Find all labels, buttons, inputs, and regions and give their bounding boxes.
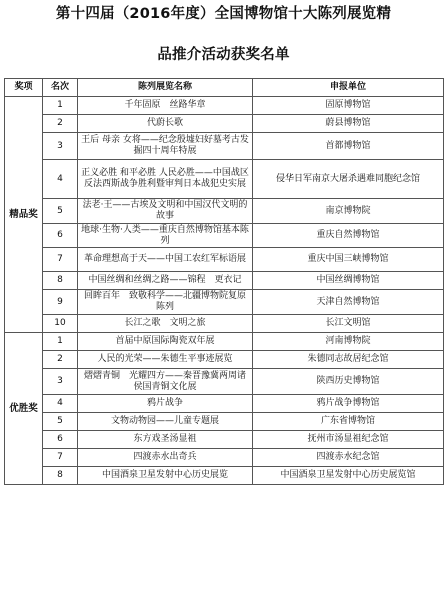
rank-cell: 6 [43,431,78,449]
table-row [5,133,444,160]
applicant-unit-cell: 固原博物馆 [253,97,444,115]
applicant-unit-cell: 重庆自然博物馆 [253,224,444,248]
exhibition-name-cell: 中国丝绸和丝绸之路——锦程 更衣记 [78,272,253,290]
exhibition-name-cell: 四渡赤水出奇兵 [78,449,253,467]
rank-cell: 2 [43,351,78,369]
applicant-unit-cell: 河南博物院 [253,333,444,351]
exhibition-name-cell: 革命理想高于天——中国工农红军标语展 [78,248,253,272]
exhibition-name-cell: 法老·王——古埃及文明和中国汉代文明的故事 [78,199,253,224]
applicant-unit-cell: 侵华日军南京大屠杀遇难同胞纪念馆 [253,160,444,199]
table-row [5,351,444,369]
applicant-unit-cell: 鸦片战争博物馆 [253,395,444,413]
applicant-unit-cell: 朱德同志故居纪念馆 [253,351,444,369]
rank-cell: 3 [43,369,78,395]
rank-cell: 5 [43,413,78,431]
exhibition-name-cell: 鸦片战争 [78,395,253,413]
document-title-line-2: 品推介活动获奖名单 [157,47,290,63]
rank-cell: 4 [43,395,78,413]
table-row [5,369,444,395]
table-row [5,431,444,449]
rank-cell: 7 [43,449,78,467]
rank-cell: 1 [43,97,78,115]
column-header-rank: 名次 [43,79,78,97]
exhibition-name-cell: 正义必胜 和平必胜 人民必胜——中国战区反法西斯战争胜利暨审判日本战犯史实展 [78,160,253,199]
applicant-unit-cell: 陕西历史博物馆 [253,369,444,395]
table-row [5,224,444,248]
table-row [5,290,444,315]
applicant-unit-cell: 南京博物院 [253,199,444,224]
award-category-cell: 精品奖 [5,97,43,333]
table-row [5,160,444,199]
exhibition-name-cell: 人民的光荣——朱德生平事迹展览 [78,351,253,369]
column-header-exhibition-name: 陈列展览名称 [78,79,253,97]
exhibition-name-cell: 代蔚长歌 [78,115,253,133]
exhibition-name-cell: 东方戏圣汤显祖 [78,431,253,449]
rank-cell: 3 [43,133,78,160]
column-header-applicant-unit: 申报单位 [253,79,444,97]
table-row [5,199,444,224]
applicant-unit-cell: 中国丝绸博物馆 [253,272,444,290]
applicant-unit-cell: 抚州市汤显祖纪念馆 [253,431,444,449]
exhibition-name-cell: 熠熠青铜 光耀四方——秦晋豫冀两周诸侯国青铜文化展 [78,369,253,395]
table-row [5,115,444,133]
applicant-unit-cell: 重庆中国三峡博物馆 [253,248,444,272]
rank-cell: 5 [43,199,78,224]
exhibition-name-cell: 文物动物园——儿童专题展 [78,413,253,431]
rank-cell: 8 [43,467,78,485]
exhibition-name-cell: 首届中原国际陶瓷双年展 [78,333,253,351]
applicant-unit-cell: 长江文明馆 [253,315,444,333]
table-row [5,333,444,351]
document-title-line-1: 第十四届（2016年度）全国博物馆十大陈列展览精 [55,6,392,22]
table-row [5,413,444,431]
award-category-cell: 优胜奖 [5,333,43,485]
table-row [5,97,444,115]
rank-cell: 4 [43,160,78,199]
exhibition-name-cell: 千年固原 丝路华章 [78,97,253,115]
exhibition-name-cell: 回眸百年 致敬科学——北疆博物院复原陈列 [78,290,253,315]
applicant-unit-cell: 天津自然博物馆 [253,290,444,315]
table-row [5,467,444,485]
table-header-row [5,79,444,97]
rank-cell: 9 [43,290,78,315]
rank-cell: 2 [43,115,78,133]
exhibition-name-cell: 长江之歌 文明之旅 [78,315,253,333]
exhibition-name-cell: 地球·生物·人类——重庆自然博物馆基本陈列 [78,224,253,248]
rank-cell: 6 [43,224,78,248]
award-table [4,78,444,485]
applicant-unit-cell: 广东省博物馆 [253,413,444,431]
table-row [5,449,444,467]
rank-cell: 1 [43,333,78,351]
table-row [5,315,444,333]
table-row [5,272,444,290]
rank-cell: 8 [43,272,78,290]
exhibition-name-cell: 中国酒泉卫星发射中心历史展览 [78,467,253,485]
applicant-unit-cell: 中国酒泉卫星发射中心历史展览馆 [253,467,444,485]
applicant-unit-cell: 四渡赤水纪念馆 [253,449,444,467]
applicant-unit-cell: 蔚县博物馆 [253,115,444,133]
table-row [5,395,444,413]
table-row [5,248,444,272]
rank-cell: 7 [43,248,78,272]
column-header-award: 奖项 [5,79,43,97]
rank-cell: 10 [43,315,78,333]
exhibition-name-cell: 王后 母亲 女将——纪念殷墟妇好墓考古发掘四十周年特展 [78,133,253,160]
applicant-unit-cell: 首都博物馆 [253,133,444,160]
